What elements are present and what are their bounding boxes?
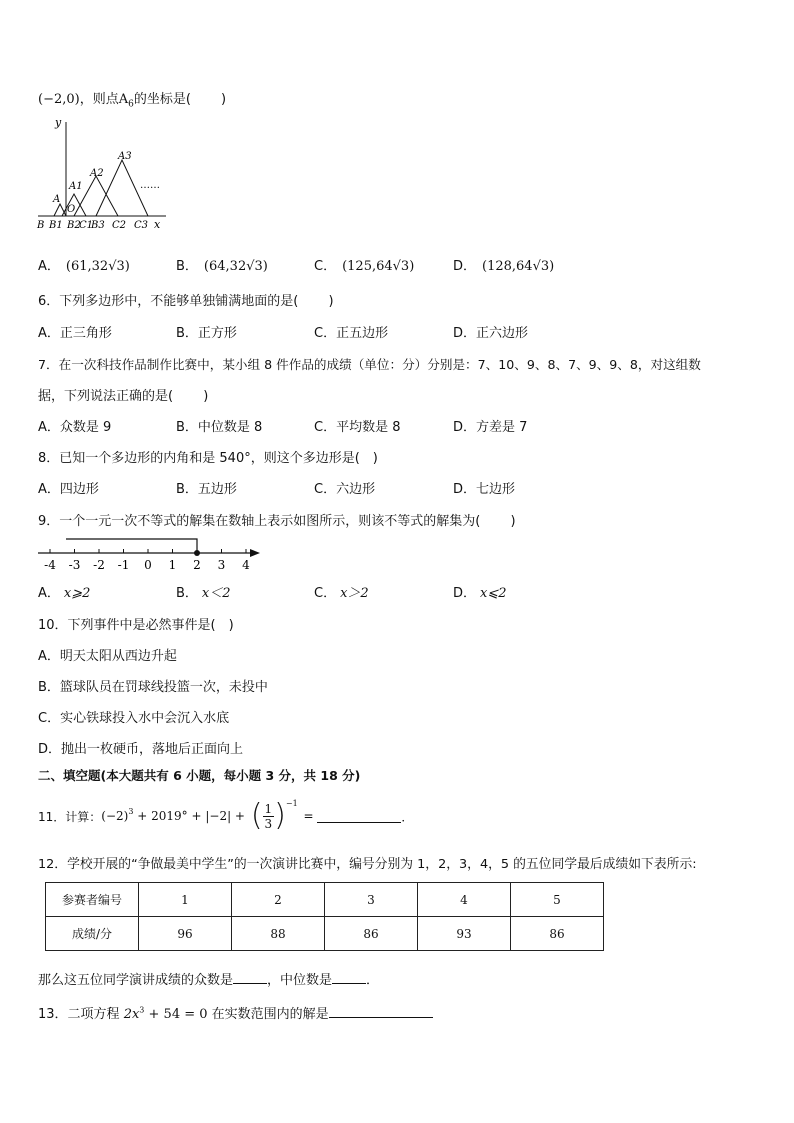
q13-answer-blank[interactable]	[329, 1005, 433, 1018]
option-text: (61,32√3)	[65, 259, 130, 274]
label-a2: A2	[90, 168, 104, 179]
option-letter: C．	[314, 586, 337, 601]
q5-stem-sub: 6	[128, 99, 134, 110]
option-letter: D．	[38, 742, 62, 757]
option-text: 正五边形	[336, 326, 389, 341]
option-text: (128,64√3)	[482, 259, 555, 274]
section-heading-fill-in: 二、填空题(本大题共有 6 小题，每小题 3 分，共 18 分)	[38, 768, 361, 783]
right-paren: )	[274, 798, 286, 833]
q5-option-a[interactable]	[38, 255, 130, 274]
q11-expr-a-exp: 3	[128, 806, 134, 816]
q7-stem-line2: 据，下列说法正确的是( )	[38, 389, 209, 404]
table-header-cell: 参赛者编号	[46, 883, 139, 917]
q10-stem: 10．下列事件中是必然事件是( )	[38, 618, 234, 633]
q13-label: 13．二项方程	[38, 1007, 124, 1022]
fraction-numerator: 1	[264, 801, 273, 816]
q12-score-table	[45, 882, 604, 951]
q8-option-d[interactable]	[453, 478, 515, 497]
q10-option-b[interactable]	[38, 676, 268, 695]
option-text: 平均数是 8	[336, 420, 401, 435]
option-letter: B．	[176, 586, 198, 601]
option-text: 正三角形	[59, 326, 112, 341]
option-letter: D．	[453, 326, 477, 341]
q11-label: 11．计算：	[38, 809, 102, 824]
q11-line	[38, 796, 413, 836]
q9-option-b[interactable]	[176, 582, 231, 601]
q5-stem	[38, 88, 226, 110]
number-line-tick-label: -4	[44, 558, 56, 572]
option-letter: A．	[38, 420, 60, 435]
option-letter: B．	[176, 482, 198, 497]
left-paren: (	[250, 798, 263, 833]
table-cell: 2	[232, 883, 325, 917]
option-letter: B．	[176, 326, 198, 341]
number-line-tick-label: -2	[93, 558, 105, 572]
number-line-tick-label: -1	[117, 558, 130, 572]
q6-option-c[interactable]	[314, 322, 388, 341]
option-text: 方差是 7	[476, 420, 528, 435]
q9-number-line	[34, 534, 264, 572]
number-line-tick-label: 0	[144, 558, 152, 572]
q7-option-b[interactable]	[176, 416, 262, 435]
option-letter: A．	[38, 326, 60, 341]
option-text: x⩽2	[480, 586, 507, 601]
fraction-denominator: 3	[264, 816, 273, 831]
table-row	[46, 883, 604, 917]
option-text: 中位数是 8	[197, 420, 263, 435]
q8-stem: 8．已知一个多边形的内角和是 540°，则这个多边形是( )	[38, 451, 378, 466]
option-letter: C．	[314, 259, 337, 274]
option-text: 五边形	[197, 482, 237, 497]
continuation-dots: ……	[140, 180, 160, 191]
q11-equals: =	[299, 809, 318, 823]
label-b1: B1	[49, 220, 63, 231]
q12-after-c: ．	[366, 973, 380, 988]
option-letter: D．	[453, 482, 477, 497]
q6-stem: 6．下列多边形中，不能够单独铺满地面的是( )	[38, 294, 334, 309]
label-origin: O	[67, 204, 76, 215]
option-letter: A．	[38, 586, 60, 601]
q5-option-d[interactable]	[453, 255, 554, 274]
q10-option-d[interactable]	[38, 738, 243, 757]
option-letter: B．	[38, 680, 60, 695]
option-text: x⩾2	[63, 586, 91, 601]
q6-option-b[interactable]	[176, 322, 237, 341]
option-letter: B．	[176, 259, 198, 274]
number-line-tick-label: 4	[242, 558, 250, 572]
label-a1: A1	[69, 181, 83, 192]
solution-ray	[66, 539, 197, 553]
table-row	[46, 917, 604, 951]
table-header-cell: 成绩/分	[46, 917, 139, 951]
option-text: 篮球队员在罚球线投篮一次，未投中	[59, 680, 268, 695]
q11-fraction	[249, 798, 300, 833]
label-a3: A3	[118, 151, 132, 162]
q11-end: ．	[401, 809, 414, 824]
q11-expr-b: + 2019° + |−2| +	[133, 809, 249, 823]
q9-option-a[interactable]	[38, 582, 90, 601]
option-text: (125,64√3)	[342, 259, 415, 274]
q7-option-a[interactable]	[38, 416, 111, 435]
q11-expr-a: (−2)	[101, 809, 129, 823]
option-text: x＞2	[340, 586, 369, 601]
number-line-tick-label: -3	[68, 558, 81, 572]
q12-followup	[38, 969, 379, 988]
table-cell: 86	[325, 917, 418, 951]
q5-option-b[interactable]	[176, 255, 268, 274]
option-letter: B．	[176, 420, 198, 435]
option-text: 众数是 9	[59, 420, 112, 435]
q12-mode-blank[interactable]	[233, 971, 267, 984]
table-cell: 88	[232, 917, 325, 951]
option-text: 四边形	[59, 482, 99, 497]
option-text: (64,32√3)	[203, 259, 268, 274]
table-cell: 86	[511, 917, 604, 951]
label-b3: B3	[91, 220, 105, 231]
q9-option-d[interactable]	[453, 582, 507, 601]
table-cell: 4	[418, 883, 511, 917]
option-letter: D．	[453, 420, 477, 435]
option-text: 明天太阳从西边升起	[59, 649, 177, 664]
label-b2: B2	[67, 220, 81, 231]
q5-stem-end: 的坐标是( )	[133, 92, 227, 107]
q13-line	[38, 1003, 433, 1022]
q11-frac-exp: −1	[285, 798, 298, 808]
table-cell: 1	[139, 883, 232, 917]
option-text: 六边形	[336, 482, 376, 497]
number-line-tick-label: 1	[168, 558, 177, 572]
q10-option-c[interactable]	[38, 707, 229, 726]
option-letter: D．	[453, 259, 477, 274]
option-letter: C．	[314, 326, 337, 341]
q7-option-c[interactable]	[314, 416, 400, 435]
option-text: 七边形	[476, 482, 516, 497]
q12-after-a: 那么这五位同学演讲成绩的众数是	[38, 973, 234, 988]
q13-expr-a: 2x	[123, 1007, 140, 1022]
q9-stem: 9．一个一元一次不等式的解集在数轴上表示如图所示，则该不等式的解集为( )	[38, 514, 516, 529]
q7-stem-line1: 7．在一次科技作品制作比赛中，某小组 8 件作品的成绩（单位：分）分别是：7、10、9、8、7、9、9、8，对这组数	[38, 357, 701, 372]
q6-option-d[interactable]	[453, 322, 528, 341]
option-letter: C．	[314, 420, 337, 435]
option-text: x＜2	[201, 586, 231, 601]
fraction-body	[263, 802, 275, 831]
number-line-tick-label: 3	[217, 558, 226, 572]
option-text: 实心铁球投入水中会沉入水底	[60, 711, 230, 726]
q13-tail: 在实数范围内的解是	[207, 1007, 329, 1022]
table-cell: 5	[511, 883, 604, 917]
q13-expr-exp: 3	[139, 1005, 145, 1015]
x-axis-label: x	[154, 218, 161, 231]
number-line-tick-label: 2	[193, 558, 201, 572]
option-letter: A．	[38, 259, 60, 274]
label-b: B	[37, 220, 45, 231]
q13-expr-b: + 54 = 0	[144, 1007, 208, 1022]
option-letter: C．	[314, 482, 337, 497]
q12-stem: 12．学校开展的“争做最美中学生”的一次演讲比赛中，编号分别为 1，2，3，4，5 的五位同学最后成绩如下表所示:	[38, 857, 697, 872]
option-letter: C．	[38, 711, 61, 726]
table-cell: 3	[325, 883, 418, 917]
option-letter: D．	[453, 586, 477, 601]
q6-option-a[interactable]	[38, 322, 112, 341]
table-cell: 93	[418, 917, 511, 951]
option-text: 正六边形	[476, 326, 529, 341]
q8-option-c[interactable]	[314, 478, 375, 497]
label-c3: C3	[134, 220, 149, 231]
triangle-a	[54, 204, 66, 216]
q5-stem-tail: (−2,0)，则点A	[38, 92, 129, 107]
q12-after-b: ，中位数是	[267, 973, 333, 988]
label-c1: C1	[79, 220, 94, 231]
option-text: 抛出一枚硬币，落地后正面向上	[61, 742, 244, 757]
y-axis-label: y	[55, 116, 62, 129]
q8-option-b[interactable]	[176, 478, 237, 497]
q12-median-blank[interactable]	[332, 971, 366, 984]
q10-option-a[interactable]	[38, 645, 177, 664]
label-c2: C2	[112, 220, 127, 231]
arrow-head-icon	[250, 549, 260, 557]
q11-answer-blank[interactable]	[317, 810, 401, 823]
q8-option-a[interactable]	[38, 478, 99, 497]
option-letter: A．	[38, 482, 60, 497]
q5-option-c[interactable]	[314, 255, 414, 274]
solution-endpoint-dot	[194, 550, 200, 556]
option-text: 正方形	[197, 326, 237, 341]
table-cell: 96	[139, 917, 232, 951]
q5-triangle-figure	[34, 116, 174, 236]
q9-option-c[interactable]	[314, 582, 369, 601]
option-letter: A．	[38, 649, 60, 664]
q7-option-d[interactable]	[453, 416, 527, 435]
label-a: A	[53, 194, 61, 205]
